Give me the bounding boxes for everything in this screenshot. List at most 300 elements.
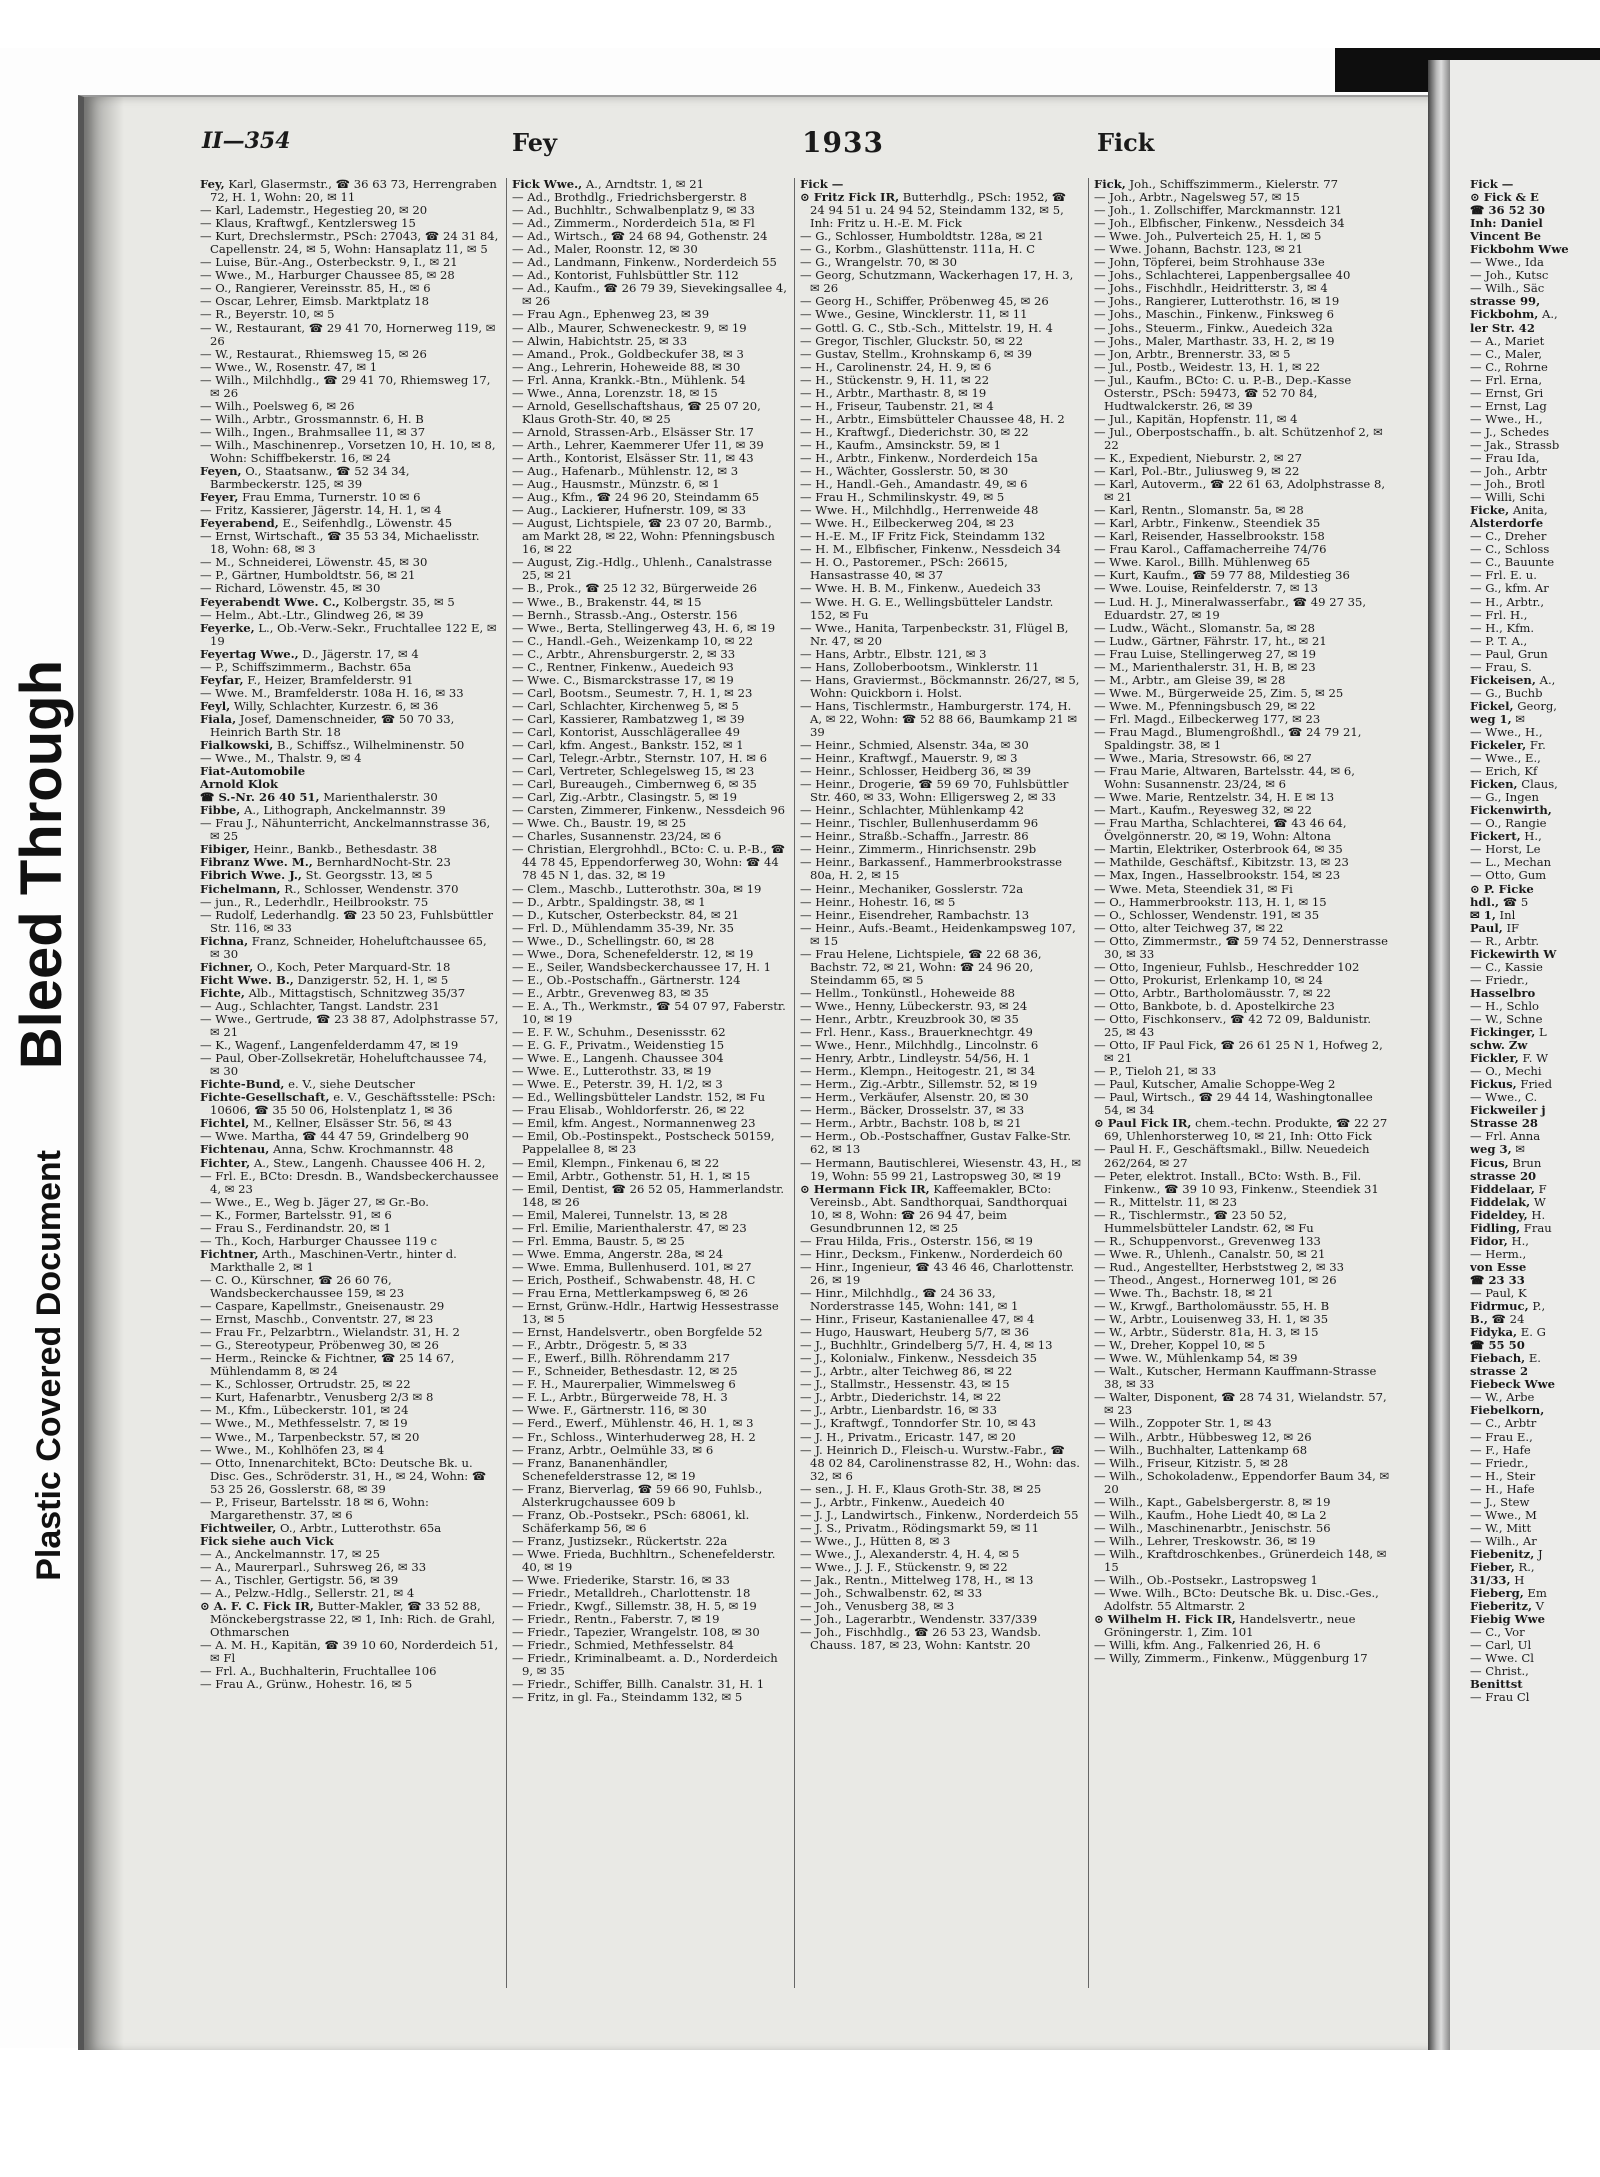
directory-entry: — P., Gärtner, Humboldtstr. 56, ✉ 21 xyxy=(200,568,416,583)
directory-entry: — Jak., Strassb xyxy=(1470,437,1560,452)
directory-entry: — Henry, Arbtr., Lindleystr. 54/56, H. 1 xyxy=(800,1051,1031,1066)
directory-entry: Fickweiler j xyxy=(1470,1103,1546,1118)
directory-entry: Feyerabend, E., Seifenhdlg., Löwenstr. 45 xyxy=(200,516,453,531)
directory-entry: — Heinr., Schlachter, Mühlenkamp 42 xyxy=(800,803,1025,818)
directory-entry: — Wwe. M., Bürgerweide 25, Zim. 5, ✉ 25 xyxy=(1094,685,1344,700)
directory-entry: — Wwe., J., Alexanderstr. 4, H. 4, ✉ 5 xyxy=(800,1546,1020,1561)
directory-entry: — Wwe., M xyxy=(1470,1507,1537,1522)
directory-entry: — Johs., Steuerm., Finkw., Auedeich 32a xyxy=(1094,320,1333,335)
directory-entry: Feyertag Wwe., D., Jägerstr. 17, ✉ 4 xyxy=(200,646,419,661)
directory-entry: — Frau Ida, xyxy=(1470,450,1540,465)
directory-entry: strasse 99, xyxy=(1470,294,1541,309)
directory-entry: — Wilh., Lehrer, Treskowstr. 36, ✉ 19 xyxy=(1094,1533,1316,1548)
directory-entry: — C., Rentner, Finkenw., Auedeich 93 xyxy=(512,659,734,674)
directory-entry: Fiala, Josef, Damenschneider, ☎ 50 70 33, Heinrich Barth Str. 18 xyxy=(200,711,455,739)
directory-entry: — Wwe. Ch., Baustr. 19, ✉ 25 xyxy=(512,816,687,831)
directory-entry: Fick — xyxy=(1470,178,1514,191)
directory-entry: — H., Stückenstr. 9, H. 11, ✉ 22 xyxy=(800,372,990,387)
directory-entry: — P. T. A., xyxy=(1470,633,1528,648)
directory-entry: Fiddelaar, F xyxy=(1470,1181,1547,1196)
directory-entry: — A. M. H., Kapitän, ☎ 39 10 60, Norderdeich 51, ✉ Fl xyxy=(200,1638,499,1666)
directory-entry: — G., Schlosser, Humboldtstr. 128a, ✉ 21 xyxy=(800,229,1044,244)
directory-entry: — Wwe. Johann, Bachstr. 123, ✉ 21 xyxy=(1094,242,1303,257)
directory-entry: — Frau E., xyxy=(1470,1429,1533,1444)
directory-entry: — August, Lichtspiele, ☎ 23 07 20, Barmb., am Markt 28, ✉ 22, Wohn: Pfenningsbusch 16, ✉ 22 xyxy=(512,516,775,557)
directory-entry: — Caspare, Kapellmstr., Gneisenaustr. 29 xyxy=(200,1299,445,1314)
directory-entry: — Carl, Zig.-Arbtr., Clasingstr. 5, ✉ 19 xyxy=(512,790,737,805)
directory-entry: — Wwe. Martha, ☎ 44 47 59, Grindelberg 90 xyxy=(200,1129,469,1144)
directory-entry: — C., Arbtr xyxy=(1470,1416,1537,1431)
directory-entry: — G., Ingen xyxy=(1470,790,1539,805)
directory-entry: — Ad., Brothdlg., Friedrichsbergerstr. 8 xyxy=(512,190,747,205)
directory-entry: — Hans, Zolloberbootsm., Winklerstr. 11 xyxy=(800,659,1040,674)
directory-entry: — H., Handl.-Geh., Amandastr. 49, ✉ 6 xyxy=(800,477,1028,492)
directory-entry: — J., Stallmstr., Hessenstr. 43, ✉ 15 xyxy=(800,1377,1010,1392)
directory-entry: — W., Dreher, Koppel 10, ✉ 5 xyxy=(1094,1338,1266,1353)
directory-entry: — P., Friseur, Bartelsstr. 18 ✉ 6, Wohn: Margarethenstr. 37, ✉ 6 xyxy=(200,1494,429,1522)
directory-entry: — Frau Erna, Mettlerkampsweg 6, ✉ 26 xyxy=(512,1285,748,1300)
directory-entry: — Aug., Lackierer, Hufnerstr. 109, ✉ 33 xyxy=(512,503,746,518)
directory-entry: — Ad., Wirtsch., ☎ 24 68 94, Gothenstr. 24 xyxy=(512,229,768,244)
directory-entry: Fichte, Alb., Mittagstisch, Schnitzweg 35/37 xyxy=(200,985,466,1000)
directory-entry: — Georg H., Schiffer, Pröbenweg 45, ✉ 26 xyxy=(800,294,1049,309)
directory-entry: — J., Arbtr., alter Teichweg 86, ✉ 22 xyxy=(800,1364,1013,1379)
directory-entry: — Wwe. M., Pfenningsbusch 29, ✉ 22 xyxy=(1094,698,1316,713)
directory-entry: — Ad., Kontorist, Fuhlsbüttler Str. 112 xyxy=(512,268,739,283)
directory-entry: — J. J., Landwirtsch., Finkenw., Norderdeich 55 xyxy=(800,1507,1079,1522)
directory-entry: Inh: Daniel xyxy=(1470,216,1543,231)
directory-entry: — Wwe., Hanita, Tarpenbeckstr. 31, Flügel B, Nr. 47, ✉ 20 xyxy=(800,620,1069,648)
directory-entry: — C., Arbtr., Ahrensburgerstr. 2, ✉ 33 xyxy=(512,646,736,661)
directory-entry: ⊙ P. Ficke xyxy=(1470,881,1534,896)
directory-entry: — Theod., Angest., Hornerweg 101, ✉ 26 xyxy=(1094,1272,1337,1287)
directory-entry: weg 1, ✉ xyxy=(1470,711,1526,726)
directory-entry: — Wwe., M., Kohlhöfen 23, ✉ 4 xyxy=(200,1442,385,1457)
directory-entry: — R., Arbtr. xyxy=(1470,933,1540,948)
directory-entry: — Wwe., W., Rosenstr. 47, ✉ 1 xyxy=(200,359,378,374)
directory-entry: — Herm., Verkäufer, Alsenstr. 20, ✉ 30 xyxy=(800,1090,1029,1105)
directory-entry: — Joh., Venusberg 38, ✉ 3 xyxy=(800,1599,955,1614)
directory-entry: — Carl, Schlachter, Kirchenweg 5, ✉ 5 xyxy=(512,698,739,713)
directory-entry: — Heinr., Schlosser, Heidberg 36, ✉ 39 xyxy=(800,764,1032,779)
directory-entry: — Wwe., Maria, Stresowstr. 66, ✉ 27 xyxy=(1094,751,1312,766)
directory-entry: — M., Marienthalerstr. 31, H. B, ✉ 23 xyxy=(1094,659,1316,674)
directory-entry: — Karl, Arbtr., Finkenw., Steendiek 35 xyxy=(1094,516,1321,531)
directory-entry: Feyl, Willy, Schlachter, Kurzestr. 6, ✉ 36 xyxy=(200,698,439,713)
directory-entry: — Ernst, Maschb., Conventstr. 27, ✉ 23 xyxy=(200,1312,434,1327)
directory-entry: — Friedr., Schmied, Methfesselstr. 84 xyxy=(512,1638,734,1653)
directory-entry: — Carsten, Zimmerer, Finkenw., Nessdeich 96 xyxy=(512,803,786,818)
directory-entry: Fickler, F. W xyxy=(1470,1051,1549,1066)
directory-entry: — O., Hammerbrookstr. 113, H. 1, ✉ 15 xyxy=(1094,894,1327,909)
header-right-word: Fick xyxy=(1097,128,1155,157)
directory-entry: — C., Maler, xyxy=(1470,346,1543,361)
directory-entry: — Frl. Anna, Krankk.-Btn., Mühlenk. 54 xyxy=(512,372,746,387)
directory-entry: — Johs., Rangierer, Lutterothstr. 16, ✉ 19 xyxy=(1094,294,1340,309)
directory-entry: — Ang., Lehrerin, Hoheweide 88, ✉ 30 xyxy=(512,359,741,374)
directory-entry: — J., Kraftwgf., Tonndorfer Str. 10, ✉ 43 xyxy=(800,1416,1037,1431)
directory-entry: — H.-E. M., IF Fritz Fick, Steindamm 132 xyxy=(800,529,1046,544)
directory-entry: — H., Kraftwgf., Diederichstr. 30, ✉ 22 xyxy=(800,424,1029,439)
directory-entry: ⊙ Wilhelm H. Fick IR, Handelsvertr., neue Gröningerstr. 1, Zim. 101 xyxy=(1094,1612,1356,1640)
directory-entry: — Wwe. Joh., Pulverteich 25, H. 1, ✉ 5 xyxy=(1094,229,1322,244)
directory-entry: — Wwe. Emma, Bullenhuserd. 101, ✉ 27 xyxy=(512,1259,752,1274)
directory-entry: — Franz, Bierverlag, ☎ 59 66 90, Fuhlsb., Alsterkrugchaussee 609 b xyxy=(512,1481,763,1509)
directory-entry: Fidling, Frau xyxy=(1470,1220,1552,1235)
directory-entry: — C., Schloss xyxy=(1470,542,1550,557)
directory-entry: — Herm., Zig.-Arbtr., Sillemstr. 52, ✉ 19 xyxy=(800,1077,1038,1092)
directory-entry: — August, Zig.-Hdlg., Uhlenh., Canalstrasse 25, ✉ 21 xyxy=(512,555,772,583)
directory-entry: — Herm., Klempn., Heitogestr. 21, ✉ 34 xyxy=(800,1064,1036,1079)
directory-entry: — Paul, Wirtsch., ☎ 29 44 14, Washingtonallee 54, ✉ 34 xyxy=(1094,1090,1373,1118)
directory-entry: — Fr., Schloss., Winterhuderweg 28, H. 2 xyxy=(512,1429,756,1444)
directory-entry: Fieberitz, V xyxy=(1470,1599,1545,1614)
directory-entry: — Clem., Maschb., Lutterothstr. 30a, ✉ 19 xyxy=(512,881,762,896)
directory-entry: Fibrich Wwe. J., St. Georgsstr. 13, ✉ 5 xyxy=(200,868,433,883)
directory-entry: — K., Schlosser, Ortrudstr. 25, ✉ 22 xyxy=(200,1377,411,1392)
directory-entry: — Friedr., Metalldreh., Charlottenstr. 18 xyxy=(512,1586,751,1601)
directory-entry: Feyerke, L., Ob.-Verw.-Sekr., Fruchtallee 122 E, ✉ 19 xyxy=(200,620,497,648)
directory-entry: Fichner, O., Koch, Peter Marquard-Str. 18 xyxy=(200,959,451,974)
directory-entry: — Frl. Emilie, Marienthalerstr. 47, ✉ 23 xyxy=(512,1220,747,1235)
directory-entry: — Wwe., Henr., Milchhdlg., Lincolnstr. 6 xyxy=(800,1038,1039,1053)
book-gutter xyxy=(1428,60,1450,2050)
directory-entry: — Helm., Abt.-Ltr., Glindweg 26, ✉ 39 xyxy=(200,607,424,622)
directory-entry: — Friedr., Kriminalbeamt. a. D., Norderdeich 9, ✉ 35 xyxy=(512,1651,778,1679)
directory-entry: — Henr., Arbtr., Kreuzbrook 30, ✉ 35 xyxy=(800,1012,1019,1026)
directory-entry: strasse 2 xyxy=(1470,1364,1529,1379)
directory-entry: — Wilh., Schokoladenw., Eppendorfer Baum 34, ✉ 20 xyxy=(1094,1468,1390,1496)
directory-entry: — Peter, elektrot. Install., BCto: Wsth. B., Fil. Finkenw., ☎ 39 10 93, Finkenw., Steendiek 31 xyxy=(1094,1168,1379,1196)
directory-entry: — Heinr., Mechaniker, Gosslerstr. 72a xyxy=(800,881,1024,896)
directory-entry: — Ernst, Wirtschaft., ☎ 35 53 34, Michaelisstr. 18, Wohn: 68, ✉ 3 xyxy=(200,529,480,557)
directory-entry: — O., Rangierer, Vereinsstr. 85, H., ✉ 6 xyxy=(200,281,431,296)
directory-entry: — Franz, Arbtr., Oelmühle 33, ✉ 6 xyxy=(512,1442,714,1457)
directory-entry: — Herm., Bäcker, Drosselstr. 37, ✉ 33 xyxy=(800,1103,1025,1118)
directory-entry: — R., Tischlermstr., ☎ 23 50 52, Hummelsbütteler Landstr. 62, ✉ Fu xyxy=(1094,1207,1314,1235)
directory-entry: ✉ 1, Inl xyxy=(1470,907,1516,922)
directory-entry: — Alwin, Habichtstr. 25, ✉ 33 xyxy=(512,333,688,348)
directory-entry: — Heinr., Kraftwgf., Mauerstr. 9, ✉ 3 xyxy=(800,751,1018,766)
directory-entry: — P., Schiffszimmerm., Bachstr. 65a xyxy=(200,659,412,674)
directory-entry: — Aug., Kfm., ☎ 24 96 20, Steindamm 65 xyxy=(512,490,760,505)
directory-entry: Vincent Be xyxy=(1470,229,1542,244)
directory-entry: Fidrmuc, P., xyxy=(1470,1299,1546,1314)
directory-entry: — Ad., Kaufm., ☎ 26 79 39, Sievekingsallee 4, ✉ 26 xyxy=(512,281,787,309)
directory-entry: — Ad., Landmann, Finkenw., Norderdeich 55 xyxy=(512,255,777,270)
directory-entry: — Frau A., Grünw., Hohestr. 16, ✉ 5 xyxy=(200,1677,413,1692)
directory-entry: — Erich, Postheif., Schwabenstr. 48, H. C xyxy=(512,1272,756,1287)
directory-entry: — Johs., Maler, Marthastr. 33, H. 2, ✉ 19 xyxy=(1094,333,1335,348)
directory-entry: — H., Arbtr., Eimsbütteler Chaussee 48, H. 2 xyxy=(800,411,1065,426)
directory-entry: — Heinr., Schmied, Alsenstr. 34a, ✉ 30 xyxy=(800,738,1029,753)
directory-entry: — Wwe. H., Milchhdlg., Herrenweide 48 xyxy=(800,503,1039,518)
directory-entry: — A., Tischler, Gertigstr. 56, ✉ 39 xyxy=(200,1573,399,1588)
directory-entry: Hasselbro xyxy=(1470,985,1536,1000)
directory-entry: Fialkowski, B., Schiffsz., Wilhelminenstr. 50 xyxy=(200,738,465,753)
directory-entry: — Willi, Schi xyxy=(1470,490,1545,505)
directory-entry: — E., Ob.-Postschaffn., Gärtnerstr. 124 xyxy=(512,972,741,987)
directory-entry: — Jul., Kaufm., BCto: C. u. P.-B., Dep.-Kasse Osterstr., PSch: 59473, ☎ 52 70 84, Hudtwalckerstr. 26, ✉ 39 xyxy=(1094,372,1352,413)
directory-entry: — Frau Cl xyxy=(1470,1690,1530,1705)
scan-bottom-margin xyxy=(0,2050,1600,2177)
directory-entry: — Hermann, Bautischlerei, Wiesenstr. 43, H., ✉ 19, Wohn: 55 99 21, Lastropsweg 30, ✉ 19 xyxy=(800,1155,1082,1183)
directory-entry: — J., Kolonialw., Finkenw., Nessdeich 35 xyxy=(800,1351,1037,1366)
directory-entry: — F., Arbtr., Drögestr. 5, ✉ 33 xyxy=(512,1338,688,1353)
directory-entry: — Johs., Fischhdlr., Heidritterstr. 3, ✉ 4 xyxy=(1094,281,1328,296)
directory-entry: — Hinr., Ingenieur, ☎ 43 46 46, Charlottenstr. 26, ✉ 19 xyxy=(800,1259,1075,1287)
directory-entry: — J. Heinrich D., Fleisch-u. Wurstw.-Fabr., ☎ 48 02 84, Carolinenstrasse 82, H., Wohn: das. 32, ✉ 6 xyxy=(800,1442,1080,1483)
directory-entry: — Willy, Zimmerm., Finkenw., Müggenburg 17 xyxy=(1094,1651,1368,1666)
directory-entry: — Frau Marie, Altwaren, Bartelsstr. 44, ✉ 6, Wohn: Susannenstr. 23/24, ✉ 6 xyxy=(1094,764,1355,792)
directory-entry: — Wilh., Säc xyxy=(1470,281,1545,296)
directory-entry: — W., Krwgf., Bartholomäusstr. 55, H. B xyxy=(1094,1299,1330,1314)
directory-entry: B., ☎ 24 xyxy=(1470,1312,1525,1327)
directory-entry: — Martin, Elektriker, Osterbrook 64, ✉ 35 xyxy=(1094,842,1343,857)
directory-entry: — Hans, Tischlermstr., Hamburgerstr. 174, H. A, ✉ 22, Wohn: ☎ 52 88 66, Baumkamp 21 ✉ 39 xyxy=(800,698,1078,739)
directory-entry: Fieberg, Em xyxy=(1470,1586,1547,1601)
directory-entry: — B., Prok., ☎ 25 12 32, Bürgerweide 26 xyxy=(512,581,757,596)
directory-entry: — E. F. W., Schuhm., Desenissstr. 62 xyxy=(512,1025,726,1040)
directory-entry: — E., Arbtr., Grevenweg 83, ✉ 35 xyxy=(512,985,709,1000)
directory-entry: strasse 20 xyxy=(1470,1168,1537,1183)
directory-entry: — Heinr., Drogerie, ☎ 59 69 70, Fuhlsbüttler Str. 460, ✉ 33, Wohn: Elligersweg 2, ✉ 33 xyxy=(800,777,1069,805)
column-rule xyxy=(506,178,507,1988)
directory-entry: — Wwe., Ida xyxy=(1470,255,1544,270)
directory-entry: weg 3, ✉ xyxy=(1470,1142,1526,1157)
directory-entry: — G., kfm. Ar xyxy=(1470,581,1549,596)
directory-entry: — Otto, Fischkonserv., ☎ 42 72 09, Baldunistr. 25, ✉ 43 xyxy=(1094,1012,1372,1040)
directory-entry: — J. S., Privatm., Rödingsmarkt 59, ✉ 11 xyxy=(800,1520,1039,1535)
directory-entry: — Wwe. Th., Bachstr. 18, ✉ 21 xyxy=(1094,1285,1274,1300)
directory-entry: Fichtweiler, O., Arbtr., Lutterothstr. 65a xyxy=(200,1520,442,1535)
directory-entry: — H., Wächter, Gosslerstr. 50, ✉ 30 xyxy=(800,464,1009,479)
directory-entry: — Th., Koch, Harburger Chaussee 119 c xyxy=(200,1233,438,1248)
directory-entry: — Ludw., Wächt., Slomanstr. 5a, ✉ 28 xyxy=(1094,620,1316,635)
directory-entry: — Emil, kfm. Angest., Normannenweg 23 xyxy=(512,1116,756,1131)
directory-entry: — Paul, Grun xyxy=(1470,646,1548,661)
directory-entry: — Hinr., Decksm., Finkenw., Norderdeich 60 xyxy=(800,1246,1063,1261)
directory-entry: — E., Seiler, Wandsbeckerchaussee 17, H. 1 xyxy=(512,959,772,974)
directory-entry: — Ernst, Lag xyxy=(1470,398,1547,413)
directory-entry: — M., Arbtr., am Gleise 39, ✉ 28 xyxy=(1094,672,1286,687)
directory-entry: — C. O., Kürschner, ☎ 26 60 76, Wandsbeckerchaussee 159, ✉ 23 xyxy=(200,1272,405,1300)
directory-entry: — Karl, Reisender, Hasselbrookstr. 158 xyxy=(1094,529,1325,544)
directory-entry: hdl., ☎ 5 xyxy=(1470,894,1529,909)
directory-entry: — Hugo, Hauswart, Heuberg 5/7, ✉ 36 xyxy=(800,1325,1030,1340)
directory-entry: — Lud. H. J., Mineralwasserfabr., ☎ 49 27 35, Eduardstr. 27, ✉ 19 xyxy=(1094,594,1367,622)
directory-entry: — Karl, Rentn., Slomanstr. 5a, ✉ 28 xyxy=(1094,503,1304,518)
bleed-through-label: Bleed Through xyxy=(9,660,74,1070)
directory-entry: — Carl, Vertreter, Schlegelsweg 15, ✉ 23 xyxy=(512,764,755,779)
page-binding-shadow xyxy=(84,97,124,2052)
directory-entry: — Wwe., Gesine, Wincklerstr. 11, ✉ 11 xyxy=(800,307,1028,322)
directory-entry: — Frau Magd., Blumengroßhdl., ☎ 24 79 21, Spaldingstr. 38, ✉ 1 xyxy=(1094,724,1362,753)
directory-entry: — Wwe. Marie, Rentzelstr. 34, H. E ✉ 13 xyxy=(1094,790,1335,805)
directory-entry: Fickeler, Fr. xyxy=(1470,738,1546,753)
directory-entry: — Emil, Dentist, ☎ 26 52 05, Hammerlandstr. 148, ✉ 26 xyxy=(512,1181,785,1209)
plastic-covered-label: Plastic Covered Document xyxy=(30,1150,68,1581)
directory-entry: — Frl. Henr., Kass., Brauerknechtgr. 49 xyxy=(800,1025,1033,1040)
directory-entry: — Heinr., Eisendreher, Rambachstr. 13 xyxy=(800,907,1030,922)
directory-entry: — F. H., Maurerpalier, Wimmelsweg 6 xyxy=(512,1377,736,1392)
directory-entry: — Friedr., Kwgf., Sillemstr. 38, H. 5, ✉ 19 xyxy=(512,1599,757,1614)
next-page-column xyxy=(1470,178,1600,1978)
directory-entry: — Emil, Arbtr., Gothenstr. 51, H. 1, ✉ 15 xyxy=(512,1168,751,1183)
directory-entry: — Jon, Arbtr., Brennerstr. 33, ✉ 5 xyxy=(1094,346,1291,361)
directory-entry: — F., Ewerf., Billh. Röhrendamm 217 xyxy=(512,1351,730,1366)
directory-entry: — Paul H. F., Geschäftsmakl., Billw. Neuedeich 262/264, ✉ 27 xyxy=(1094,1142,1370,1170)
directory-entry: — J., Arbtr., Diederichstr. 14, ✉ 22 xyxy=(800,1390,1002,1405)
directory-entry: — M., Kfm., Lübeckerstr. 101, ✉ 24 xyxy=(200,1403,409,1418)
directory-entry: — Friedr., xyxy=(1470,1455,1529,1470)
directory-entry: — jun., R., Lederhdlr., Heilbrookstr. 75 xyxy=(200,894,429,909)
directory-entry: — C., Dreher xyxy=(1470,529,1547,544)
directory-entry: — Arth., Lehrer, Kaemmerer Ufer 11, ✉ 39 xyxy=(512,437,764,452)
directory-entry: — Paul, Kutscher, Amalie Schoppe-Weg 2 xyxy=(1094,1077,1336,1092)
directory-entry: — Otto, alter Teichweg 37, ✉ 22 xyxy=(1094,920,1284,935)
directory-entry: — Wwe. R., Uhlenh., Canalstr. 50, ✉ 21 xyxy=(1094,1246,1326,1261)
directory-entry: — Frl. D., Mühlendamm 35-39, Nr. 35 xyxy=(512,920,735,935)
directory-entry: Strasse 28 xyxy=(1470,1116,1538,1131)
directory-entry: — Joh., Fischhdlg., ☎ 26 53 23, Wandsb. Chauss. 187, ✉ 23, Wohn: Kantstr. 20 xyxy=(800,1625,1042,1653)
directory-entry: — J., Arbtr., Lienbardstr. 16, ✉ 33 xyxy=(800,1403,997,1418)
directory-entry: Fickewirth W xyxy=(1470,946,1557,961)
directory-entry: Fibbe, A., Lithograph, Anckelmannstr. 39 xyxy=(200,803,446,818)
directory-entry: — Frau J., Nähunterricht, Anckelmannstrasse 36, ✉ 25 xyxy=(200,816,491,844)
directory-entry: — Carl, Bureaugeh., Cimbernweg 6, ✉ 35 xyxy=(512,777,757,792)
directory-entry: — O., Schlosser, Wendenstr. 191, ✉ 35 xyxy=(1094,907,1320,922)
directory-entry: — Wwe., J., Hütten 8, ✉ 3 xyxy=(800,1533,951,1548)
directory-entry: — Frau Helene, Lichtspiele, ☎ 22 68 36, Bachstr. 72, ✉ 21, Wohn: ☎ 24 96 20, Steindamm 65, ✉ 5 xyxy=(800,946,1042,987)
directory-entry: — R., Mittelstr. 11, ✉ 23 xyxy=(1094,1194,1238,1209)
directory-entry: Fichtner, Arth., Maschinen-Vertr., hinter d. Markthalle 2, ✉ 1 xyxy=(200,1246,457,1274)
directory-entry: Fiebig Wwe xyxy=(1470,1612,1546,1627)
directory-entry: Feyer, Frau Emma, Turnerstr. 10 ✉ 6 xyxy=(200,490,421,505)
directory-entry: — Carl, Kontorist, Ausschlägerallee 49 xyxy=(512,724,740,739)
directory-entry: — Heinr., Hohestr. 16, ✉ 5 xyxy=(800,894,956,909)
directory-entry: — W., Restaurat., Rhiemsweg 15, ✉ 26 xyxy=(200,346,427,361)
directory-entry: — Joh., Elbfischer, Finkenw., Nessdeich 34 xyxy=(1094,216,1345,231)
directory-entry: — Ernst, Gri xyxy=(1470,385,1544,400)
directory-entry: — Wwe., D., Schellingstr. 60, ✉ 28 xyxy=(512,933,715,948)
directory-entry: — Aug., Hausmstr., Münzstr. 6, ✉ 1 xyxy=(512,477,720,492)
directory-entry: Fideldey, H. xyxy=(1470,1207,1546,1222)
directory-entry: Fiebelkorn, xyxy=(1470,1403,1545,1418)
directory-entry: — Georg, Schutzmann, Wackerhagen 17, H. 3, ✉ 26 xyxy=(800,268,1074,296)
directory-entry: — Kurt, Drechslermstr., PSch: 27043, ☎ 24 31 84, Capellenstr. 24, ✉ 5, Wohn: Hansaplatz 11, ✉ 5 xyxy=(200,229,499,257)
directory-entry: — Heinr., Aufs.-Beamt., Heidenkampsweg 107, ✉ 15 xyxy=(800,920,1076,948)
directory-entry: — Wwe. C., Bismarckstrasse 17, ✉ 19 xyxy=(512,672,734,687)
directory-entry: — Frau Martha, Schlachterei, ☎ 43 46 64, Övelgönnerstr. 20, ✉ 19, Wohn: Altona xyxy=(1094,816,1347,844)
directory-entry: Fiat-Automobile xyxy=(200,764,306,779)
directory-entry: Fickeisen, A., xyxy=(1470,672,1556,687)
directory-entry: — Otto, Bankbote, b. d. Apostelkirche 23 xyxy=(1094,998,1335,1013)
directory-entry: — Fritz, in gl. Fa., Steindamm 132, ✉ 5 xyxy=(512,1690,743,1705)
directory-entry: — sen., J. H. F., Klaus Groth-Str. 38, ✉ 25 xyxy=(800,1481,1042,1496)
directory-entry: — Wwe., C. xyxy=(1470,1090,1538,1105)
directory-entry: — Frau Hilda, Fris., Osterstr. 156, ✉ 19 xyxy=(800,1233,1033,1248)
directory-entry: Fickert, H., xyxy=(1470,829,1542,844)
directory-entry: — Wwe. Friederike, Starstr. 16, ✉ 33 xyxy=(512,1573,730,1588)
directory-entry: — Wwe., Berta, Stellingerweg 43, H. 6, ✉ 19 xyxy=(512,620,776,635)
directory-entry: — Paul, Ober-Zollsekretär, Hoheluftchaussee 74, ✉ 30 xyxy=(200,1051,487,1079)
directory-entry: — Ad., Zimmerm., Norderdeich 51a, ✉ Fl xyxy=(512,216,755,231)
directory-entry: — H., Arbtr., xyxy=(1470,594,1545,609)
directory-entry: — Otto, Prokurist, Erlenkamp 10, ✉ 24 xyxy=(1094,972,1323,987)
directory-entry: — Amand., Prok., Goldbeckufer 38, ✉ 3 xyxy=(512,346,744,361)
directory-entry: — Wilh., Maschinenrep., Vorsetzen 10, H. 10, ✉ 8, Wohn: Schiffbekerstr. 16, ✉ 24 xyxy=(200,437,496,465)
directory-entry: — Hellm., Tonkünstl., Hoheweide 88 xyxy=(800,985,1015,1000)
directory-entry: — Joh., Arbtr., Nagelsweg 57, ✉ 15 xyxy=(1094,190,1300,205)
directory-entry: — Karl, Lademstr., Hegestieg 20, ✉ 20 xyxy=(200,203,428,218)
directory-entry: — Charles, Susannenstr. 23/24, ✉ 6 xyxy=(512,829,722,844)
directory-entry: — Franz, Ob.-Postsekr., PSch: 68061, kl. Schäferkamp 56, ✉ 6 xyxy=(512,1507,750,1535)
directory-entry: — Wilh., Friseur, Kitzistr. 5, ✉ 28 xyxy=(1094,1455,1289,1470)
directory-entry: — Max, Ingen., Hasselbrookstr. 154, ✉ 23 xyxy=(1094,868,1341,883)
directory-entry: — Wwe. E., Lutterothstr. 33, ✉ 19 xyxy=(512,1064,712,1079)
directory-entry: — R., Beyerstr. 10, ✉ 5 xyxy=(200,307,335,322)
directory-entry: — Heinr., Tischler, Bullenhuserdamm 96 xyxy=(800,816,1039,831)
directory-entry: Fiebach, E. xyxy=(1470,1351,1541,1366)
directory-entry: — Joh., 1. Zollschiffer, Marckmannstr. 121 xyxy=(1094,203,1343,218)
directory-entry: — Jak., Rentn., Mittelweg 178, H., ✉ 13 xyxy=(800,1573,1034,1588)
directory-entry: Ficke, Anita, xyxy=(1470,503,1548,518)
directory-entry: — Wwe. Cl xyxy=(1470,1651,1534,1666)
directory-entry: — Wwe. M., Bramfelderstr. 108a H. 16, ✉ 33 xyxy=(200,685,464,700)
directory-entry: — Wwe. H., Eilbeckerweg 204, ✉ 23 xyxy=(800,516,1015,531)
column-rule xyxy=(794,178,795,1988)
directory-entry: — Walter, Disponent, ☎ 28 74 31, Wielandstr. 57, ✉ 23 xyxy=(1094,1390,1387,1418)
directory-entry: — Richard, Löwenstr. 45, ✉ 30 xyxy=(200,581,381,596)
directory-entry: — A., Anckelmannstr. 17, ✉ 25 xyxy=(200,1546,380,1561)
directory-entry: — Gustav, Stellm., Krohnskamp 6, ✉ 39 xyxy=(800,346,1033,361)
directory-entry: Arnold Klok xyxy=(200,777,279,792)
directory-entry: — Wilh., Arbtr., Hübbesweg 12, ✉ 26 xyxy=(1094,1429,1312,1444)
directory-entry: — Wwe. Karol., Billh. Mühlenweg 65 xyxy=(1094,555,1311,570)
directory-entry: — Wilh., Maschinenarbtr., Jenischstr. 56 xyxy=(1094,1520,1331,1535)
directory-entry: — Otto, Ingenieur, Fuhlsb., Heschredder 102 xyxy=(1094,959,1360,974)
directory-entry: — Wwe. E., Langenh. Chaussee 304 xyxy=(512,1051,724,1066)
directory-entry: — Wilh., Kaufm., Hohe Liedt 40, ✉ La 2 xyxy=(1094,1507,1327,1522)
directory-entry: — Herm., Reincke & Fichtner, ☎ 25 14 67, Mühlendamm 8, ✉ 24 xyxy=(200,1351,455,1379)
directory-entry: ⊙ Fritz Fick IR, Butterhdlg., PSch: 1952, ☎ 24 94 51 u. 24 94 52, Steindamm 132, ✉ 5, Inh: Fritz u. H.-E. M. Fick xyxy=(800,190,1067,231)
directory-entry: Fidor, H., xyxy=(1470,1233,1529,1248)
directory-entry: — Friedr., Schiffer, Billh. Canalstr. 31, H. 1 xyxy=(512,1677,765,1692)
directory-entry: — Emil, Klempn., Finkenau 6, ✉ 22 xyxy=(512,1155,720,1170)
directory-entry: Fey, Karl, Glasermstr., ☎ 36 63 73, Herrengraben 72, H. 1, Wohn: 20, ✉ 11 xyxy=(200,178,497,205)
page-number: II—354 xyxy=(202,128,291,154)
directory-entry: Feyen, O., Staatsanw., ☎ 52 34 34, Barmbeckerstr. 125, ✉ 39 xyxy=(200,464,410,492)
directory-entry: — Wwe. E., Peterstr. 39, H. 1/2, ✉ 3 xyxy=(512,1077,723,1092)
directory-entry: — M., Schneiderei, Löwenstr. 45, ✉ 30 xyxy=(200,555,428,570)
directory-entry: — Arth., Kontorist, Elsässer Str. 11, ✉ 43 xyxy=(512,450,754,465)
directory-entry: — O., Rangie xyxy=(1470,816,1547,831)
directory-entry: — Bernh., Strassb.-Ang., Osterstr. 156 xyxy=(512,607,738,622)
directory-entry: — Wilh., Buchhalter, Lattenkamp 68 xyxy=(1094,1442,1308,1457)
directory-entry: Fichte-Bund, e. V., siehe Deutscher xyxy=(200,1077,415,1092)
directory-entry: — Johs., Schlachterei, Lappenbergsallee 40 xyxy=(1094,268,1351,283)
directory-entry: Ficus, Brun xyxy=(1470,1155,1542,1170)
directory-entry: — A., Mariet xyxy=(1470,333,1545,348)
directory-entry: 31/33, H xyxy=(1470,1573,1525,1588)
directory-entry: — K., Expedient, Nieburstr. 2, ✉ 27 xyxy=(1094,450,1303,465)
directory-entry: — Wwe. Wilh., BCto: Deutsche Bk. u. Disc.-Ges., Adolfstr. 55 Altmarstr. 2 xyxy=(1094,1586,1379,1614)
directory-entry: — Johs., Maschin., Finkenw., Finksweg 6 xyxy=(1094,307,1334,322)
directory-entry: — Carl, Kassierer, Rambatzweg 1, ✉ 39 xyxy=(512,711,745,726)
directory-entry: — Hinr., Milchhdlg., ☎ 24 36 33, Norderstrasse 145, Wohn: 141, ✉ 1 xyxy=(800,1285,1019,1314)
directory-entry: — Fritz, Kassierer, Jägerstr. 14, H. 1, ✉ 4 xyxy=(200,503,442,518)
